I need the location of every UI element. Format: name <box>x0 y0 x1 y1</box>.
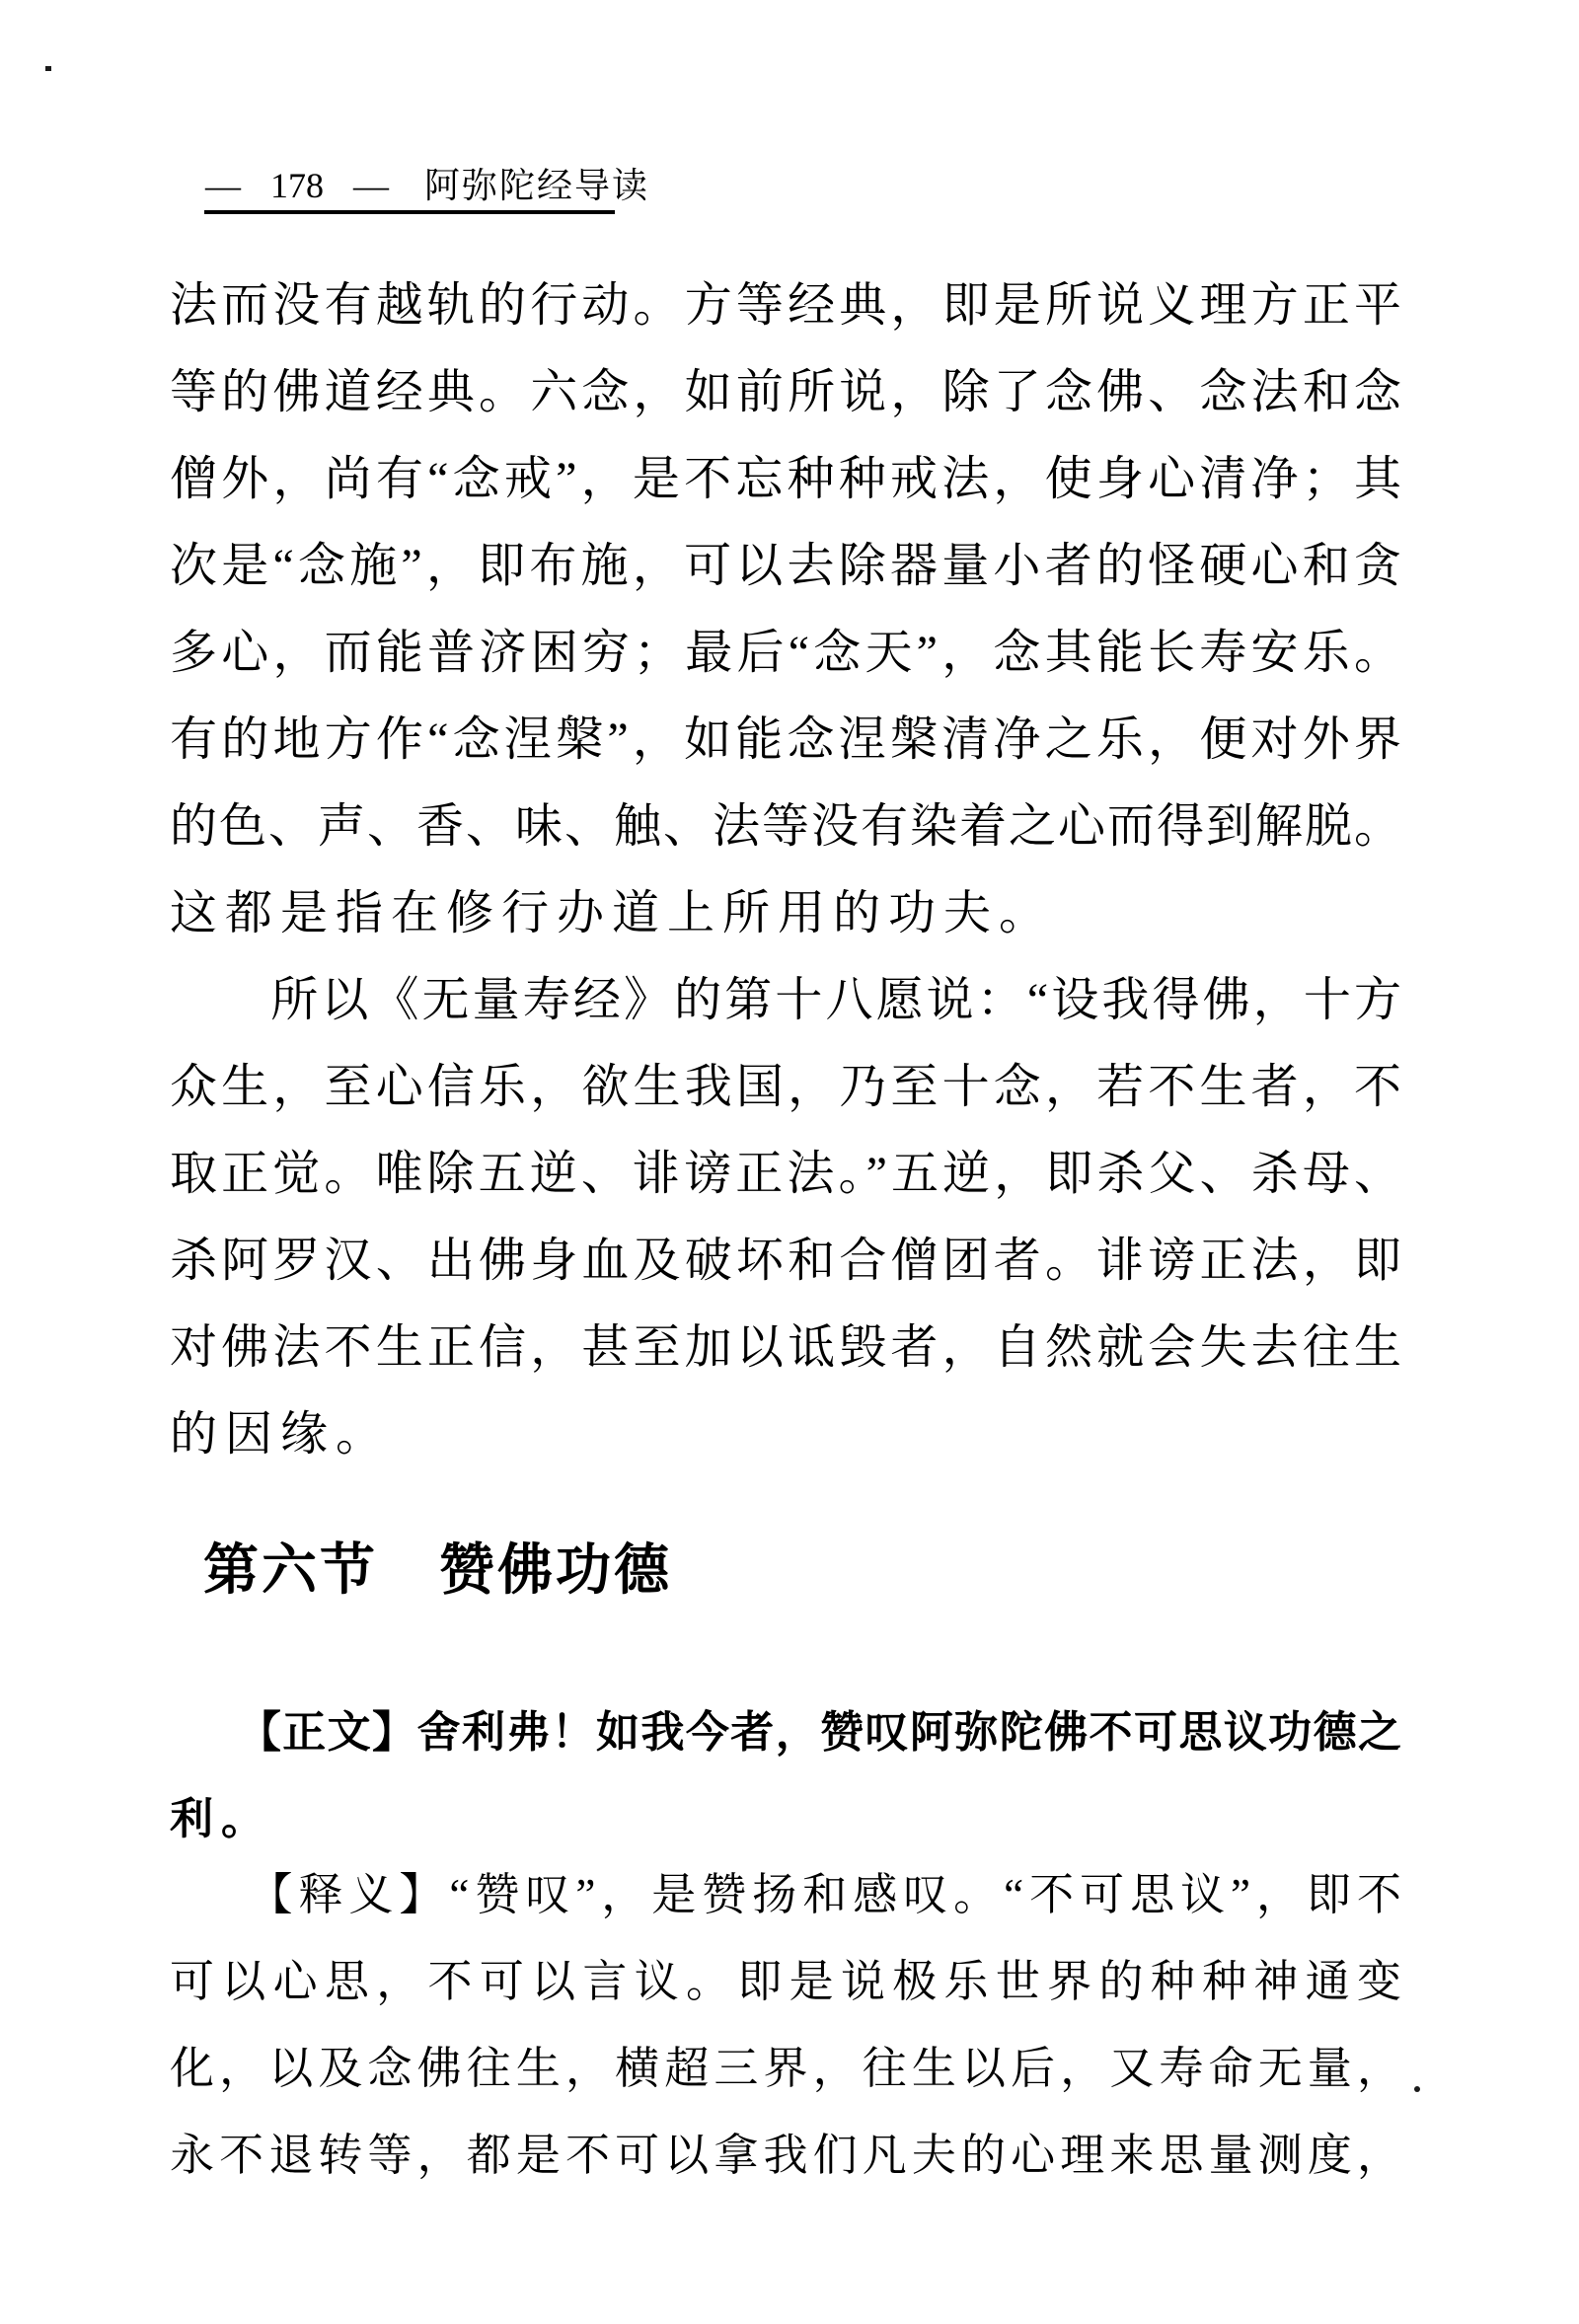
header-dash-left: — <box>205 166 241 205</box>
text-line: 僧外，尚有“念戒”，是不忘种种戒法，使身心清净；其 <box>170 453 1401 505</box>
text-line: 多心，而能普济困穷；最后“念天”，念其能长寿安乐。 <box>170 627 1401 679</box>
text-line: 的因缘。 <box>170 1408 392 1461</box>
text-line: 永不退转等，都是不可以拿我们凡夫的心理来思量测度， <box>170 2131 1401 2180</box>
header-dash-right: — <box>353 166 389 205</box>
text-line: 【正文】舍利弗！如我今者，赞叹阿弥陀佛不可思议功德之 <box>170 1708 1401 1757</box>
text-line: 【释义】“赞叹”，是赞扬和感叹。“不可思议”，即不 <box>170 1870 1401 1919</box>
body-paragraph-1 <box>170 262 1401 957</box>
scan-speck <box>1414 2086 1420 2092</box>
text-line: 取正觉。唯除五逆、诽谤正法。”五逆，即杀父、杀母、 <box>170 1148 1401 1200</box>
text-line: 次是“念施”，即布施，可以去除器量小者的怪硬心和贪 <box>170 540 1401 592</box>
text-line: 化，以及念佛往生，横超三界，往生以后，又寿命无量， <box>170 2044 1401 2093</box>
section-number: 第六节 <box>203 1540 378 1602</box>
text-line: 杀阿罗汉、出佛身血及破坏和合僧团者。诽谤正法，即 <box>170 1235 1401 1287</box>
text-line: 这都是指在修行办道上所用的功夫。 <box>170 887 1055 939</box>
text-line: 的色、声、香、味、触、法等没有染着之心而得到解脱。 <box>170 800 1401 853</box>
zhengwen-paragraph <box>170 1689 1401 1863</box>
text-line: 对佛法不生正信，甚至加以诋毁者，自然就会失去往生 <box>170 1321 1401 1374</box>
text-line: 可以心思，不可以言议。即是说极乐世界的种种神通变 <box>170 1957 1401 2006</box>
text-line: 等的佛道经典。六念，如前所说，除了念佛、念法和念 <box>170 366 1401 418</box>
text-line: 利。 <box>170 1795 272 1843</box>
book-title: 阿弥陀经导读 <box>424 166 650 205</box>
header-rule <box>204 210 615 214</box>
text-line: 法而没有越轨的行动。方等经典，即是所说义理方正平 <box>170 279 1401 332</box>
section-title: 赞佛功德 <box>439 1540 672 1602</box>
text-line: 所以《无量寿经》的第十八愿说：“设我得佛，十方 <box>170 974 1401 1026</box>
scan-speck <box>45 66 51 71</box>
body-paragraph-2 <box>170 957 1401 1478</box>
section-heading <box>203 1539 672 1603</box>
running-header <box>205 164 649 207</box>
text-line: 众生，至心信乐，欲生我国，乃至十念，若不生者，不 <box>170 1061 1401 1113</box>
shiyi-paragraph <box>170 1851 1401 2199</box>
text-line: 有的地方作“念涅槃”，如能念涅槃清净之乐，便对外界 <box>170 713 1401 766</box>
page-number: 178 <box>270 166 324 205</box>
